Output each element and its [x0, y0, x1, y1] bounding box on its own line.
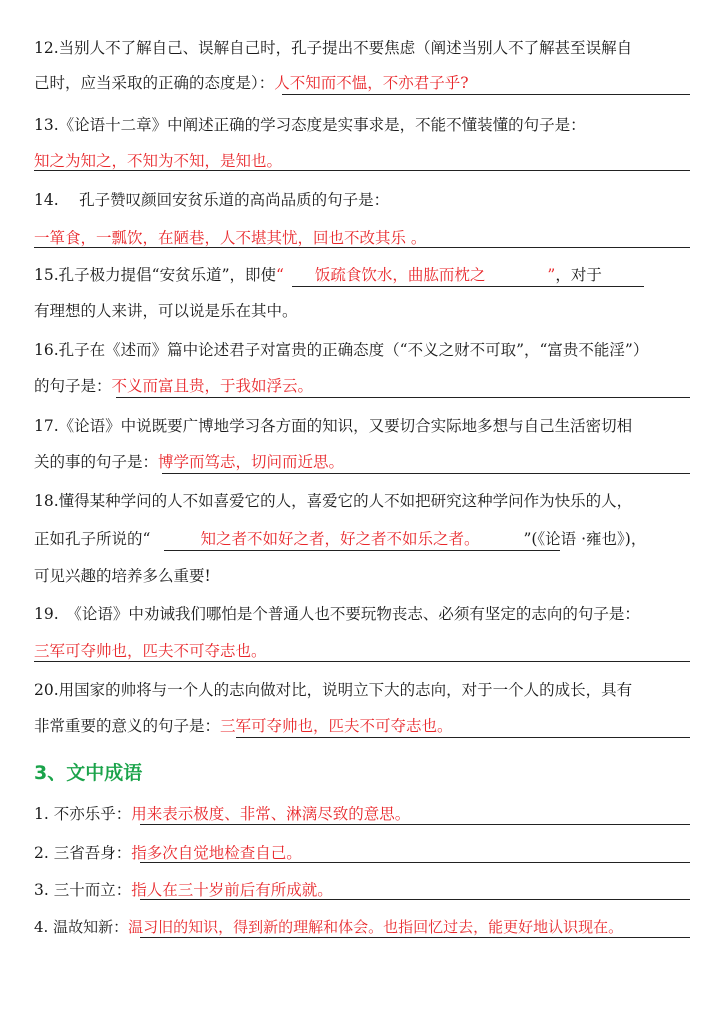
- answer-underline: [34, 247, 690, 248]
- q19-line1: 19. 《论语》中劝诫我们哪怕是个普通人也不要玩物丧志、必须有坚定的志向的句子是：: [34, 605, 640, 623]
- idiom-item-2: [34, 842, 302, 864]
- idiom-answer: 温习旧的知识，得到新的理解和体会。也指回忆过去，能更好地认识现在。: [128, 918, 624, 936]
- answer-underline: [34, 170, 690, 171]
- idiom-term: 1. 不亦乐乎：: [34, 805, 132, 823]
- idiom-item-4: [34, 916, 623, 938]
- q20-line1: 20.用国家的帅将与一个人的志向做对比，说明立下大的志向，对于一个人的成长，具有: [34, 681, 633, 699]
- idiom-item-1: [34, 803, 410, 825]
- q18-answer: 知之者不如好之者，好之者不如乐之者。: [200, 530, 480, 548]
- answer-underline: [140, 937, 690, 938]
- answer-underline: [34, 661, 690, 662]
- q20-answer: 三军可夺帅也，匹夫不可夺志也。: [220, 717, 453, 735]
- q18-prompt: 正如孔子所说的“: [34, 530, 151, 548]
- q14-line1: 14. 孔子赞叹颜回安贫乐道的高尚品质的句子是：: [34, 191, 390, 209]
- idiom-answer: 用来表示极度、非常、淋漓尽致的意思。: [131, 805, 411, 823]
- answer-underline: [292, 286, 644, 287]
- idiom-answer: 指人在三十岁前后有所成就。: [131, 881, 333, 899]
- q20-line2: [34, 715, 453, 737]
- answer-underline: [140, 899, 690, 900]
- q18-line3: 可见兴趣的培养多么重要!: [34, 567, 211, 585]
- answer-underline: [140, 862, 690, 863]
- q16-answer: 不义而富且贵，于我如浮云。: [111, 377, 314, 395]
- q14-answer: 一箪食，一瓢饮，在陋巷，人不堪其忧，回也不改其乐 。: [34, 229, 427, 247]
- answer-underline: [116, 397, 690, 398]
- q15-suffix: ，对于: [555, 266, 602, 284]
- answer-underline: [236, 737, 690, 738]
- q18-line2: [34, 528, 646, 550]
- idiom-item-3: [34, 879, 333, 901]
- q12-line2: [34, 72, 469, 94]
- q12-prompt: 己时，应当采取的正确的态度是）：: [34, 74, 275, 92]
- idiom-answer: 指多次自觉地检查自己。: [131, 844, 302, 862]
- answer-underline: [162, 473, 690, 474]
- answer-underline: [140, 824, 690, 825]
- idiom-term: 2. 三省吾身：: [34, 844, 132, 862]
- q13-line1: 13.《论语十二章》中阐述正确的学习态度是实事求是，不能不懂装懂的句子是：: [34, 116, 586, 134]
- q15-answer: “ 饭疏食饮水，曲肱而枕之 ”: [276, 266, 556, 284]
- q20-prompt: 非常重要的意义的句子是：: [34, 717, 221, 735]
- q16-line1: 16.孔子在《述而》篇中论述君子对富贵的正确态度（“不义之财不可取”，“富贵不能淫”）: [34, 341, 649, 359]
- q18-line1: 18.懂得某种学问的人不如喜爱它的人，喜爱它的人不如把研究这种学问作为快乐的人，: [34, 492, 633, 510]
- q17-line2: [34, 451, 344, 473]
- q12-line1: 12.当别人不了解自己、误解自己时，孔子提出不要焦虑（阐述当别人不了解甚至误解自: [34, 39, 633, 57]
- q17-answer: 博学而笃志，切问而近思。: [158, 453, 345, 471]
- q12-answer: 人不知而不愠，不亦君子乎?: [274, 74, 469, 92]
- q15-line1: [34, 264, 602, 286]
- q15-prompt: 15.孔子极力提倡“安贫乐道”，即使: [34, 266, 276, 284]
- q13-answer: 知之为知之，不知为不知，是知也。: [34, 152, 283, 170]
- q16-prompt: 的句子是：: [34, 377, 112, 395]
- answer-underline: [164, 550, 560, 551]
- q17-prompt: 关的事的句子是：: [34, 453, 159, 471]
- q16-line2: [34, 375, 313, 397]
- q19-answer: 三军可夺帅也，匹夫不可夺志也。: [34, 642, 267, 660]
- q17-line1: 17.《论语》中说既要广博地学习各方面的知识，又要切合实际地多想与自己生活密切相: [34, 417, 633, 435]
- q15-line2: 有理想的人来讲，可以说是乐在其中。: [34, 302, 298, 320]
- idiom-term: 3. 三十而立：: [34, 881, 132, 899]
- section-heading: 3、文中成语: [34, 762, 143, 784]
- idiom-term: 4. 温故知新：: [34, 918, 129, 936]
- q18-suffix: ”(《论语 ·雍也》)，: [523, 530, 647, 548]
- answer-underline: [282, 94, 690, 95]
